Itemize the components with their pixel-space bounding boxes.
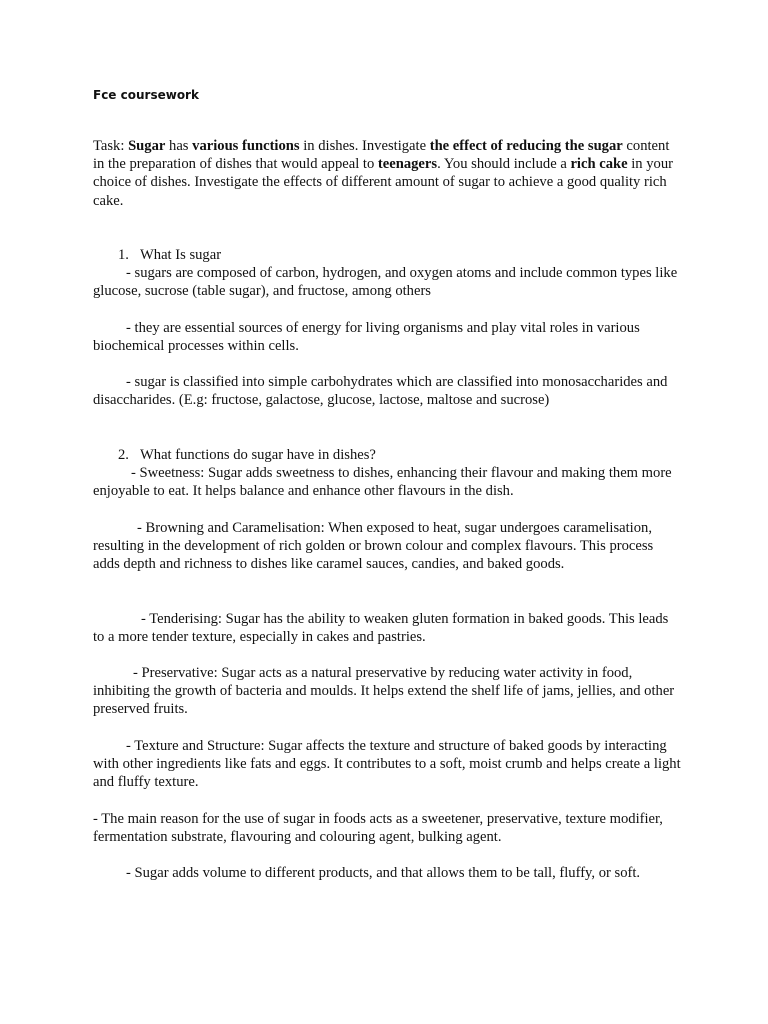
section2-browning: - Browning and Caramelisation: When exposed to heat, sugar undergoes caramelisation, resulting in the development of rich golden or brown colour and complex flavours. This process adds depth and richness to dishes like caramel sauces, candies, and baked goods. (93, 520, 654, 573)
section1-heading (118, 246, 221, 264)
task-bold-rich-cake: rich cake (570, 156, 628, 173)
section1-number: 1. (118, 247, 129, 263)
task-bold-effect-reducing: the effect of reducing the sugar (429, 138, 623, 154)
task-bold-teenagers: teenagers (377, 156, 438, 173)
task-paragraph (93, 137, 683, 210)
section2-volume: - Sugar adds volume to different products, and that allows them to be tall, fluffy, or soft. (126, 865, 641, 881)
task-text-6: in your choice of dishes. Investigate the effects of different amount of sugar to achieve a good quality rich cake. (93, 156, 674, 209)
section1-para-energy: - they are essential sources of energy for living organisms and play vital roles in various biochemical processes within cells. (93, 320, 640, 355)
section1-para-composition: - sugars are composed of carbon, hydrogen, and oxygen atoms and include common types like glucose, sucrose (table sugar), and fructose, among others (93, 265, 678, 300)
task-text-3: in dishes. Investigate (299, 138, 430, 154)
section2-tenderising: - Tenderising: Sugar has the ability to weaken gluten formation in baked goods. This leads to a more tender texture, especially in cakes and pastries. (93, 611, 669, 646)
task-bold-sugar: Sugar (128, 138, 166, 154)
task-text-4: content in the preparation of dishes that would appeal to (93, 138, 670, 173)
task-text-1: Task: (93, 138, 129, 154)
section1-title: What Is sugar (140, 247, 222, 263)
section2-heading (118, 446, 376, 464)
section1-para-classification: - sugar is classified into simple carbohydrates which are classified into monosaccharides and disaccharides. (E.g: fructose, galactose, glucose, lactose, maltose and sucrose) (93, 374, 668, 409)
section2-number: 2. (118, 447, 129, 463)
section2-preservative: - Preservative: Sugar acts as a natural preservative by reducing water activity in food, inhibiting the growth of bacteria and moulds. It helps extend the shelf life of jams, jellies, and other preserved fruits. (93, 665, 675, 718)
document-heading: Fce coursework (93, 88, 199, 102)
section2-main-reason: - The main reason for the use of sugar in foods acts as a sweetener, preservative, texture modifier, fermentation substrate, flavouring and colouring agent, bulking agent. (93, 811, 663, 846)
task-text-5: . You should include a (437, 156, 571, 173)
section2-title: What functions do sugar have in dishes? (140, 447, 376, 463)
section2-texture: - Texture and Structure: Sugar affects the texture and structure of baked goods by interacting with other ingredients like fats and eggs. It contributes to a soft, moist crumb and helps create a light and fluffy texture. (93, 738, 681, 791)
section2-sweetness: - Sweetness: Sugar adds sweetness to dishes, enhancing their flavour and making them more enjoyable to eat. It helps balance and enhance other flavours in the dish. (93, 465, 672, 500)
task-bold-various-functions: various functions (192, 138, 300, 154)
task-text-2: has (165, 138, 193, 154)
